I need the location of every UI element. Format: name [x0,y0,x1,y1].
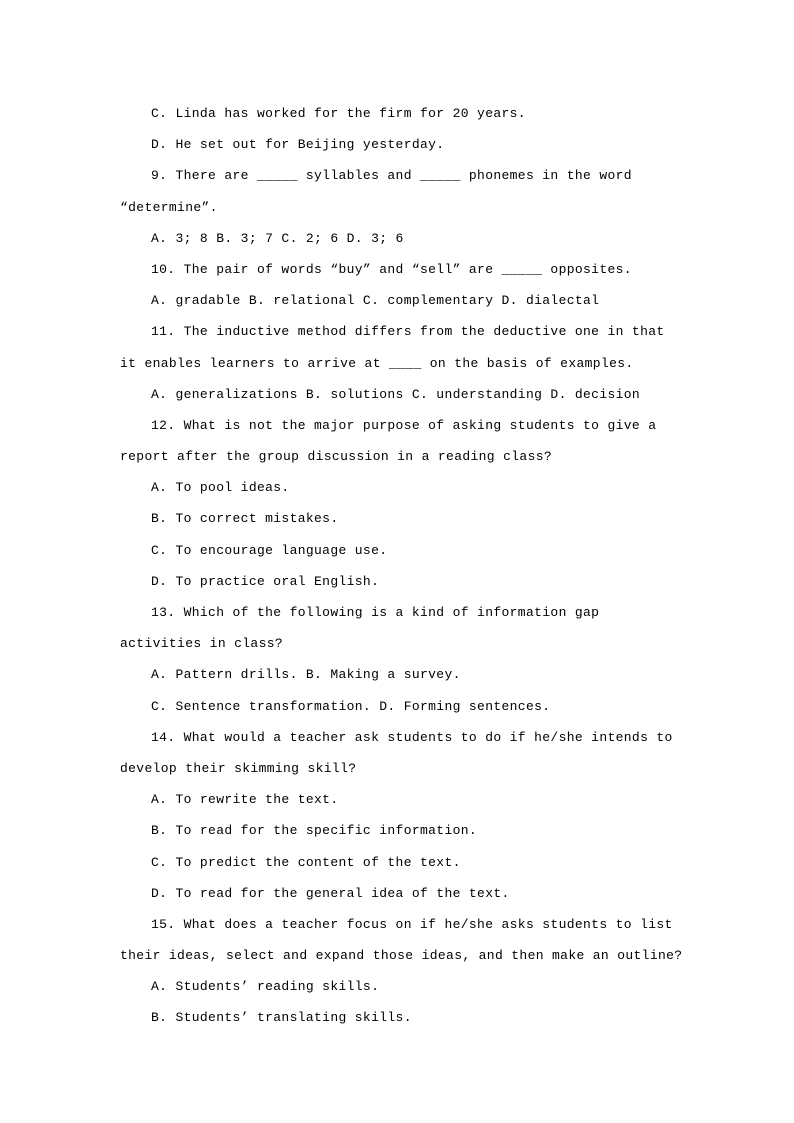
question-14-option-d: D. To read for the general idea of the text. [151,885,510,901]
question-12-continued: report after the group discussion in a reading class? [120,449,553,465]
question-15-option-a: A. Students’ reading skills. [151,979,380,995]
question-14-option-b: B. To read for the specific information. [151,823,478,839]
question-12: 12. What is not the major purpose of asking students to give a [151,417,657,433]
question-14-continued: develop their skimming skill? [120,760,357,776]
question-12-option-b: B. To correct mistakes. [151,511,339,527]
question-14-option-c: C. To predict the content of the text. [151,854,461,870]
question-10-options: A. gradable B. relational C. complementary D. dialectal [151,293,600,309]
question-15-continued: their ideas, select and expand those ideas, and then make an outline? [120,948,683,964]
question-11: 11. The inductive method differs from the deductive one in that [151,324,665,340]
question-14: 14. What would a teacher ask students to do if he/she intends to [151,729,673,745]
question-11-options: A. generalizations B. solutions C. understanding D. decision [151,386,641,402]
question-9: 9. There are _____ syllables and _____ phonemes in the word [151,168,632,184]
question-10: 10. The pair of words “buy” and “sell” are _____ opposites. [151,261,632,277]
document-body [120,104,683,1040]
question-14-option-a: A. To rewrite the text. [151,792,339,808]
question-13-continued: activities in class? [120,636,284,652]
question-12-option-c: C. To encourage language use. [151,542,388,558]
question-13-options-ab: A. Pattern drills. B. Making a survey. [151,667,461,683]
question-9-options: A. 3; 8 B. 3; 7 C. 2; 6 D. 3; 6 [151,230,404,246]
question-15-option-b: B. Students’ translating skills. [151,1010,412,1026]
question-12-option-a: A. To pool ideas. [151,480,290,496]
question-12-option-d: D. To practice oral English. [151,573,380,589]
option-line: C. Linda has worked for the firm for 20 years. [151,106,526,121]
option-line: D. He set out for Beijing yesterday. [151,137,445,153]
question-13: 13. Which of the following is a kind of information gap [151,605,600,620]
question-9-continued: “determine”. [120,199,218,215]
question-13-options-cd: C. Sentence transformation. D. Forming sentences. [151,698,551,714]
question-15: 15. What does a teacher focus on if he/she asks students to list [151,916,673,932]
question-11-continued: it enables learners to arrive at ____ on the basis of examples. [120,355,634,371]
